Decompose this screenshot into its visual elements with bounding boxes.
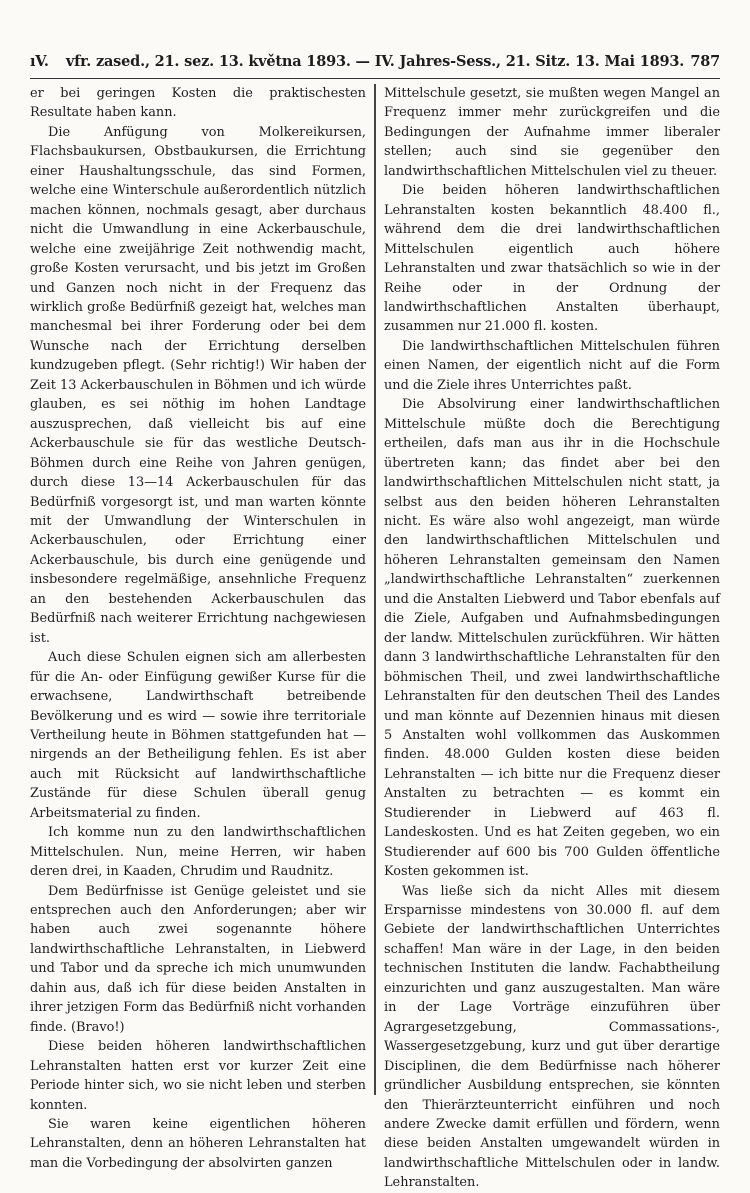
paragraph: Auch diese Schulen eignen sich am allerbesten für die An- oder Einfügung gewißer Kurse für die erwachsene, Landwirthschaft betreibende Bevölkerung und es wird — sowie ihre territoriale Vertheilung heute in Böhmen stattgefunden hat — nirgends an der Betheiligung fehlen. Es ist aber auch mit Rücksicht auf landwirthschaftliche Zustände für diese Schulen überall genug Arbeitsmaterial zu finden. [30, 650, 366, 821]
paragraph: Die landwirthschaftlichen Mittelschulen führen einen Namen, der eigentlich nicht auf die Form und die Ziele ihres Unterrichtes paßt. [384, 338, 720, 393]
paragraph: Die Anfügung von Molkereikursen, Flachsbaukursen, Obstbaukursen, die Errichtung einer Haushaltungsschule, das sind Formen, welche eine Winterschule außerordentlich nützlich machen können, nochmals gesagt, aber durchaus nicht die Umwandlung in eine Ackerbauschule, welche eine zweijährige Zeit nothwendig macht, große Kosten verursacht, und bis jetzt im Großen und Ganzen noch nicht in der Frequenz das wirklich große Bedürfniß gezeigt hat, welches man manchesmal bei ihrer Forderung oder bei dem Wunsche nach der Errichtung derselben kundzugeben pflegt. (Sehr richtig!) Wir haben der Zeit 13 Ackerbauschulen in Böhmen und ich würde glauben, es sei nöthig im hohen Landtage auszusprechen, daß vielleicht bis auf eine Ackerbauschule sie für das westliche Deutsch-Böhmen durch eine Reihe von Jahren genügen, durch diese 13—14 Ackerbauschulen für das Bedürfniß vorgesorgt ist, und man warten könnte mit der Umwandlung der Winterschulen in Ackerbauschulen, oder Errichtung einer Ackerbauschule, bis durch eine genügende und insbesondere regelmäßige, ansehnliche Frequenz an den bestehenden Ackerbauschulen das Bedürfniß nach weiterer Errichtung nachgewiesen ist. [30, 124, 366, 646]
paragraph: Was ließe sich da nicht Alles mit diesem Ersparnisse mindestens von 30.000 fl. auf dem Gebiete der landwirthschaftlichen Unterrichtes schaffen! Man wäre in der Lage, in den beiden technischen Instituten die landw. Fachabtheilung einzurichten und ganz auszugestalten. Man wäre in der Lage Vorträge einzuführen über Agrargesetzgebung, Commassations-, Wassergesetzgebung, kurz und gut über derartige Disciplinen, die dem Bedürfnisse nach höherer gründlicher Ausbildung entsprechen, sie könnten den Thierärzteunterricht einführen und noch andere Zwecke damit erfüllen und fördern, wenn diese beiden Anstalten umgewandelt würden in landwirthschaftliche Mittelschulen oder in landw. Lehranstalten. [384, 883, 720, 1191]
paragraph: Mittelschule gesetzt, sie mußten wegen Mangel an Frequenz immer mehr zurückgreifen und die Bedingungen der Aufnahme immer liberaler stellen; auch sind sie gegenüber den landwirthschaftlichen Mittelschulen viel zu theuer. [384, 86, 720, 179]
paragraph: Diese beiden höheren landwirthschaftlichen Lehranstalten hatten erst vor kurzer Zeit eine Periode hinter sich, wo sie nicht leben und sterben konnten. [30, 1039, 366, 1113]
column-divider [374, 84, 376, 1095]
paragraph: Dem Bedürfnisse ist Genüge geleistet und sie entsprechen auch den Anforderungen; aber wir haben auch zwei sogenannte höhere landwirthschaftliche Lehranstalten, in Liebwerd und Tabor und da spreche ich mich unumwunden dahin aus, daß ich für diese beiden Anstalten in ihrer jetzigen Form das Bedürfniß nicht vorhanden finde. (Bravo!) [30, 883, 366, 1035]
page-number: 787 [690, 53, 720, 70]
paragraph: Die Absolvirung einer landwirthschaftlichen Mittelschule müßte doch die Berechtigung ertheilen, dafs man aus ihr in die Hochschule übertreten kann; das findet aber bei den landwirthschaftlichen Mittelschulen nicht statt, ja selbst aus den beiden höheren Lehranstalten nicht. Es wäre also wohl angezeigt, man würde den landwirthschaftlichen Mittelschulen und höheren Lehranstalten gemeinsam den Namen „landwirthschaftliche Lehranstalten“ zuerkennen und die Anstalten Liebwerd und Tabor ebenfals auf die Ziele, Aufgaben und Aufnahmsbedingungen der landw. Mittelschulen zurückführen. Wir hätten dann 3 landwirthschaftliche Lehranstalten für den böhmischen Theil, und zwei landwirthschaftliche Lehranstalten für den deutschen Theil des Landes und man könnte auf Dezennien hinaus mit diesen 5 Anstalten wohl vollkommen das Auskommen finden. 48.000 Gulden kosten diese beiden Lehranstalten — ich bitte nur die Frequenz dieser Anstalten zu betrachten — es kommt ein Studierender in Liebwerd auf 463 fl. Landeskosten. Und es hat Zeiten gegeben, wo ein Studierender auf 600 bis 700 Gulden öffentliche Kosten gekommen ist. [384, 397, 720, 880]
header-prefix: ıV. [30, 53, 49, 70]
paragraph: Sie waren keine eigentlichen höheren Lehranstalten, denn an höheren Lehranstalten hat man die Vorbedingung der absolvirten ganzen [30, 1117, 366, 1171]
paragraph: Die beiden höheren landwirthschaftlichen Lehranstalten kosten bekanntlich 48.400 fl., während dem die drei landwirthschaftlichen Mittelschulen eigentlich auch höhere Lehranstalten und zwar thatsächlich so wie in der Reihe oder in der Ordnung der landwirthschaftlichen Anstalten überhaupt, zusammen nur 21.000 fl. kosten. [384, 183, 720, 335]
right-column [384, 84, 720, 1191]
text-columns [30, 84, 720, 1191]
paragraph: er bei geringen Kosten die praktischesten Resultate haben kann. [30, 86, 366, 121]
header-title: vfr. zased., 21. sez. 13. května 1893. — IV. Jahres-Sess., 21. Sitz. 13. Mai 1893. [65, 52, 685, 70]
left-column [30, 84, 366, 1171]
paragraph: Ich komme nun zu den landwirthschaftlichen Mittelschulen. Nun, meine Herren, wir haben deren drei, in Kaaden, Chrudim und Raudnitz. [30, 825, 366, 880]
running-header [30, 44, 720, 79]
